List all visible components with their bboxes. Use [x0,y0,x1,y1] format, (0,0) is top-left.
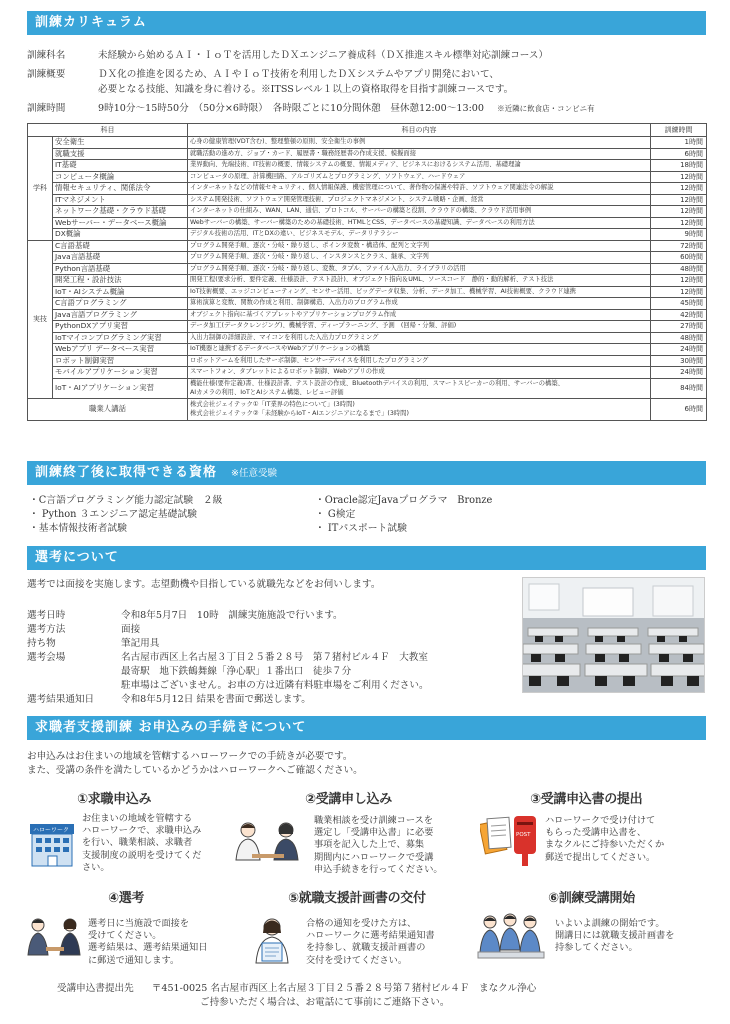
step-4-title: ④選考 [108,891,145,906]
subject-name: Java言語基礎 [53,252,188,264]
subject-hours: 42時間 [651,309,707,321]
subject-name: Java言語プログラミング [53,309,188,321]
subject-content: コンピュータの原理、計算機回路、アルゴリズムとプログラミング、ソフトウェア、ハードウェア [188,171,651,183]
table-row [28,298,707,310]
subject-hours: 6時間 [651,398,707,420]
subject-content: 就職活動の進め方、ジョブ・カード、履歴書・職務経歴書の作成支援、模擬面接 [188,148,651,160]
footer-address: 〒451-0025 名古屋市西区上名古屋３丁目２５番２８号第７猪村ビル４Ｆ まなクル浄心 [151,983,537,994]
subject-name: コンピュータ概論 [53,171,188,183]
subject-name: C言語基礎 [53,240,188,252]
selection-result-value: 令和8年5月12日 結果を書面で郵送します。 [121,694,311,705]
step-1-title: ①求職申込み [77,792,152,807]
course-time-label: 訓練時間 [27,103,66,114]
course-summary-label: 訓練概要 [27,69,66,80]
table-row [28,206,707,218]
subject-content [188,378,651,398]
qualifications-note: ※任意受験 [231,468,277,479]
subject-content: 心身の健康管理(VDT含む)、整理整頓の原則、安全衛生の事例 [188,137,651,149]
table-row [28,398,707,420]
qualification-right-2: ・ G検定 [315,509,356,520]
subject-hours: 12時間 [651,194,707,206]
subject-content: 入出力制御の詳細設計、マイコンを利用した入出力プログラミング [188,332,651,344]
category-jitsugi: 実技 [28,240,53,398]
course-time-value: 9時10分～15時50分 （50分×6時限） 各時限ごとに10分間休憩 昼休憩12:00～13:00 [98,103,485,114]
subject-name: モバイルアプリケーション実習 [53,367,188,379]
subject-content: デジタル技術の活用、ITとDXの違い、ビジネスモデル、データリテラシー [188,229,651,241]
table-row [28,240,707,252]
selection-row-items [27,637,159,651]
subject-hours: 9時間 [651,229,707,241]
step-3-title: ③受講申込書の提出 [530,792,643,807]
hello-work-building-icon [28,820,78,870]
subject-hours: 12時間 [651,171,707,183]
selection-items-label: 持ち物 [27,638,56,649]
subject-hours: 27時間 [651,321,707,333]
subject-name: Webアプリ データベース実習 [53,344,188,356]
selection-row-method [27,623,140,637]
subject-content: ロボットアームを利用したサーボ制御、センサーデバイスを利用したプログラミング [188,355,651,367]
course-summary-line-2: 必要となる技能、知識を身に着ける。※ITSSレベル１以上の資格取得を目指す訓練コースです。 [98,84,514,95]
course-name: 未経験から始めるＡＩ・ＩｏＴを活用したＤＸエンジニア養成科（ＤＸ推進スキル標準対応訓練コース） [98,50,549,61]
subject-hours: 45時間 [651,298,707,310]
subject-hours: 60時間 [651,252,707,264]
mail-post-icon [480,812,540,868]
table-row [28,286,707,298]
application-intro-2: また、受講の条件を満たしているかどうかはハローワークへご確認ください。 [27,765,363,776]
table-row [28,171,707,183]
category-gakka: 学科 [28,137,53,241]
subject-content: 算術演算と変数、関数の作成と利用、制御構造、入出力のプログラム作成 [188,298,651,310]
subject-content: IoT技術概要、エッジコンピューティング、センサー活用、ビッグデータ収集、分析、データ加工、機械学習、AI技術概要、クラウド連携 [188,286,651,298]
subject-name: IoTマイコンプログラミング実習 [53,332,188,344]
selection-parking: 駐車場はございません。お車の方は近隣有料駐車場をご利用ください。 [121,680,429,691]
subject-content: プログラム開発手順、逐次・分岐・繰り返し、インスタンスとクラス、継承、文字列 [188,252,651,264]
selection-date-value: 令和8年5月7日 10時 訓練実施施設で行います。 [121,610,343,621]
table-row [28,194,707,206]
classroom-photo [522,577,705,693]
course-name-row [27,48,548,63]
subject-content: プログラム開発手順、逐次・分岐・繰り返し、ポインタ変数・構造体、配列と文字列 [188,240,651,252]
subject-name: 就職支援 [53,148,188,160]
subject-name: IT基礎 [53,160,188,172]
step-5-title: ⑤就職支援計画書の交付 [288,891,426,906]
selection-method-value: 面接 [121,624,141,635]
qualification-left-1: ・C言語プログラミング能力認定試験 ２級 [29,495,223,506]
selection-result-label: 選考結果通知日 [27,694,95,705]
subject-content: Webサーバーの構築、サーバー構築のための基礎技術、HTMLとCSS、データベースの基礎知識、データベースの利用方法 [188,217,651,229]
table-row [28,263,707,275]
table-row [28,321,707,333]
subject-name: Webサーバー・データベース概論 [53,217,188,229]
subject-content-line: AIカメラの利用、IoTとAIシステム構築、レビュー評価 [190,389,344,396]
selection-result-row [27,693,311,707]
subject-content-line: 株式会社ジェイテック②「未経験からIoT・AIエンジニアになるまで」(3時間) [190,410,409,417]
header-hours: 訓練時間 [651,124,707,137]
curriculum-table-header [28,124,707,137]
course-summary-row [27,67,499,82]
subject-hours: 30時間 [651,355,707,367]
step-1-text: お住まいの地域を管轄する ハローワークで、求職申込み を行い、職業相談、求職者 支援制度の説明を受けてくだ さい。 [82,813,202,873]
subject-content-line: 機能仕様(要件定義)書、仕様設計書、テスト設計の作成、Bluetoothデバイスの利用、スマートスピーカーの利用、サーバーの構築、 [190,380,564,387]
subject-name: DX概論 [53,229,188,241]
subject-content: オブジェクト指向に基づくアプレットやアプリケーションプログラム作成 [188,309,651,321]
subject-content: スマートフォン、タブレットによるロボット制御、Webアプリの作成 [188,367,651,379]
subject-hours: 18時間 [651,160,707,172]
footer-note: ご持参いただく場合は、お電話にて事前にご連絡下さい。 [200,997,450,1008]
subject-hours: 48時間 [651,332,707,344]
subject-content: インターネットなどの情報セキュリティ、個人情報保護、機密管理について、著作物の保護や特許、ソフトウェア関連法令の解説 [188,183,651,195]
table-row [28,148,707,160]
table-row [28,367,707,379]
subject-hours: 12時間 [651,217,707,229]
subject-name: ロボット制御実習 [53,355,188,367]
course-name-label: 訓練科名 [27,50,66,61]
subject-hours: 24時間 [651,367,707,379]
selection-date-label: 選考日時 [27,610,66,621]
step-2-title: ②受講申し込み [305,792,392,807]
post-label: POST [516,832,531,838]
qualification-left-3: ・基本情報技術者試験 [29,523,127,534]
table-row [28,378,707,398]
section-header-selection: 選考について [27,546,706,570]
selection-station: 最寄駅 地下鉄鶴舞線「浄心駅」１番出口 徒歩７分 [121,666,352,677]
table-row [28,355,707,367]
table-row [28,332,707,344]
table-row [28,137,707,149]
footer-label: 受講申込書提出先 [57,983,134,994]
table-row [28,229,707,241]
classroom-photo-image [523,578,705,693]
subject-hours: 72時間 [651,240,707,252]
subject-content: インターネットの仕組み、WAN、LAN、通信、プロトコル、サーバーの構築と役割、クラウドの構築、クラウド活用事例 [188,206,651,218]
subject-content: システム開発技術、ソフトウェア開発管理技術、プロジェクトマネジメント、システム戦略・企画、経営 [188,194,651,206]
hello-work-sign-text: ハローワーク [33,827,70,834]
subject-content: データ加工(データクレンジング)、機械学習、ディープラーニング、予測 (回帰・分類、評価) [188,321,651,333]
subject-hours: 12時間 [651,183,707,195]
subject-name: ITマネジメント [53,194,188,206]
subject-name: 開発工程・設計技法 [53,275,188,287]
header-subject: 科目 [28,124,188,137]
subject-name: IoT・AIシステム概論 [53,286,188,298]
footer-address-row [57,982,536,995]
qualification-right-1: ・Oracle認定Javaプログラマ Bronze [315,495,493,506]
subject-name: ネットワーク基礎・クラウド基礎 [53,206,188,218]
subject-hours: 48時間 [651,263,707,275]
subject-hours: 12時間 [651,206,707,218]
section-header-application: 求職者支援訓練 お申込みの手続きについて [27,716,706,740]
table-row [28,344,707,356]
subject-content: プログラム開発手順、逐次・分岐・繰り返し、変数、タプル、ファイル入出力、ライブラリの活用 [188,263,651,275]
section-header-curriculum: 訓練カリキュラム [27,11,706,35]
consultation-people-icon [234,820,302,866]
document-person-icon [248,915,296,965]
header-content: 科目の内容 [188,124,651,137]
table-row [28,252,707,264]
table-row [28,160,707,172]
course-summary-row-2 [98,82,513,97]
selection-row-date [27,609,343,623]
table-row [28,183,707,195]
step-6-text: いよいよ訓練の開始です。 開講日には就職支援計画書を 持参してください。 [555,918,675,954]
subject-hours: 24時間 [651,344,707,356]
subject-content [188,398,651,420]
qualification-left-2: ・ Python ３エンジニア認定基礎試験 [29,509,197,520]
classroom-training-icon [476,912,548,964]
subject-hours: 12時間 [651,286,707,298]
table-row [28,309,707,321]
selection-row-venue [27,651,428,665]
subject-hours: 1時間 [651,137,707,149]
subject-name: C言語プログラミング [53,298,188,310]
selection-items-value: 筆記用具 [121,638,160,649]
step-5-text: 合格の通知を受けた方は、 ハローワークに選考結果通知書 を持参し、就職支援計画書の 交付を受けてください。 [306,918,435,966]
curriculum-table [27,123,707,421]
interview-icon [26,915,84,965]
selection-method-label: 選考方法 [27,624,66,635]
step-4-text: 選考日に当施設で面接を 受けてください。 選考結果は、選考結果通知日 に郵送で通知します。 [88,918,208,966]
course-time-row [27,101,595,116]
subject-name: 職業人講話 [28,398,188,420]
subject-name: Python言語基礎 [53,263,188,275]
step-2-text: 職業相談を受け訓練コースを 選定し「受講申込書」に必要 事項を記入した上で、募集 期間内にハローワークで受講 申込手続きを行ってください。 [314,815,443,875]
table-row [28,275,707,287]
course-time-note: ※近隣に飲食店・コンビニ有 [497,104,595,113]
subject-content: 業界動向、先端技術、IT技術の概要、情報システムの概要、情報メディア、ビジネスにおけるシステム活用、基礎理論 [188,160,651,172]
qualification-right-3: ・ ITパスポート試験 [315,523,407,534]
subject-content-line: 株式会社ジェイテック①「IT業界の特色について」(3時間) [190,401,355,408]
subject-name: PythonDXアプリ実習 [53,321,188,333]
subject-name: 情報セキュリティ、関係法令 [53,183,188,195]
application-intro-1: お申込みはお住まいの地域を管轄するハローワークでの手続きが必要です。 [27,751,353,762]
section-header-qualifications: 訓練終了後に取得できる資格 ※任意受験 [27,461,706,485]
subject-name: IoT・AIアプリケーション実習 [53,378,188,398]
subject-content: 開発工程(要求分析、要件定義、仕様設計、テスト設計)、オブジェクト指向＆UML、ソースコード 静的・動的解析、テスト技法 [188,275,651,287]
subject-hours: 12時間 [651,275,707,287]
table-row [28,217,707,229]
course-summary-line-1: ＤＸ化の推進を図るため、ＡＩやＩｏＴ技術を利用したＤＸシステムやアプリ開発において、 [98,69,500,80]
step-6-title: ⑥訓練受講開始 [548,891,635,906]
selection-intro: 選考では面接を実施します。志望動機や目指している就職先などをお伺いします。 [27,579,381,590]
subject-name: 安全衛生 [53,137,188,149]
subject-hours: 84時間 [651,378,707,398]
step-3-text: ハローワークで受け付けて もらった受講申込書を、 まなクルにご持参いただくか 郵送で提出してください。 [545,815,665,863]
selection-venue-label: 選考会場 [27,652,66,663]
subject-hours: 6時間 [651,148,707,160]
selection-venue-value: 名古屋市西区上名古屋３丁目２５番２８号 第７猪村ビル４Ｆ 大教室 [121,652,428,663]
subject-content: IoT機器と連携するデータベースやWebアプリケーションの構築 [188,344,651,356]
